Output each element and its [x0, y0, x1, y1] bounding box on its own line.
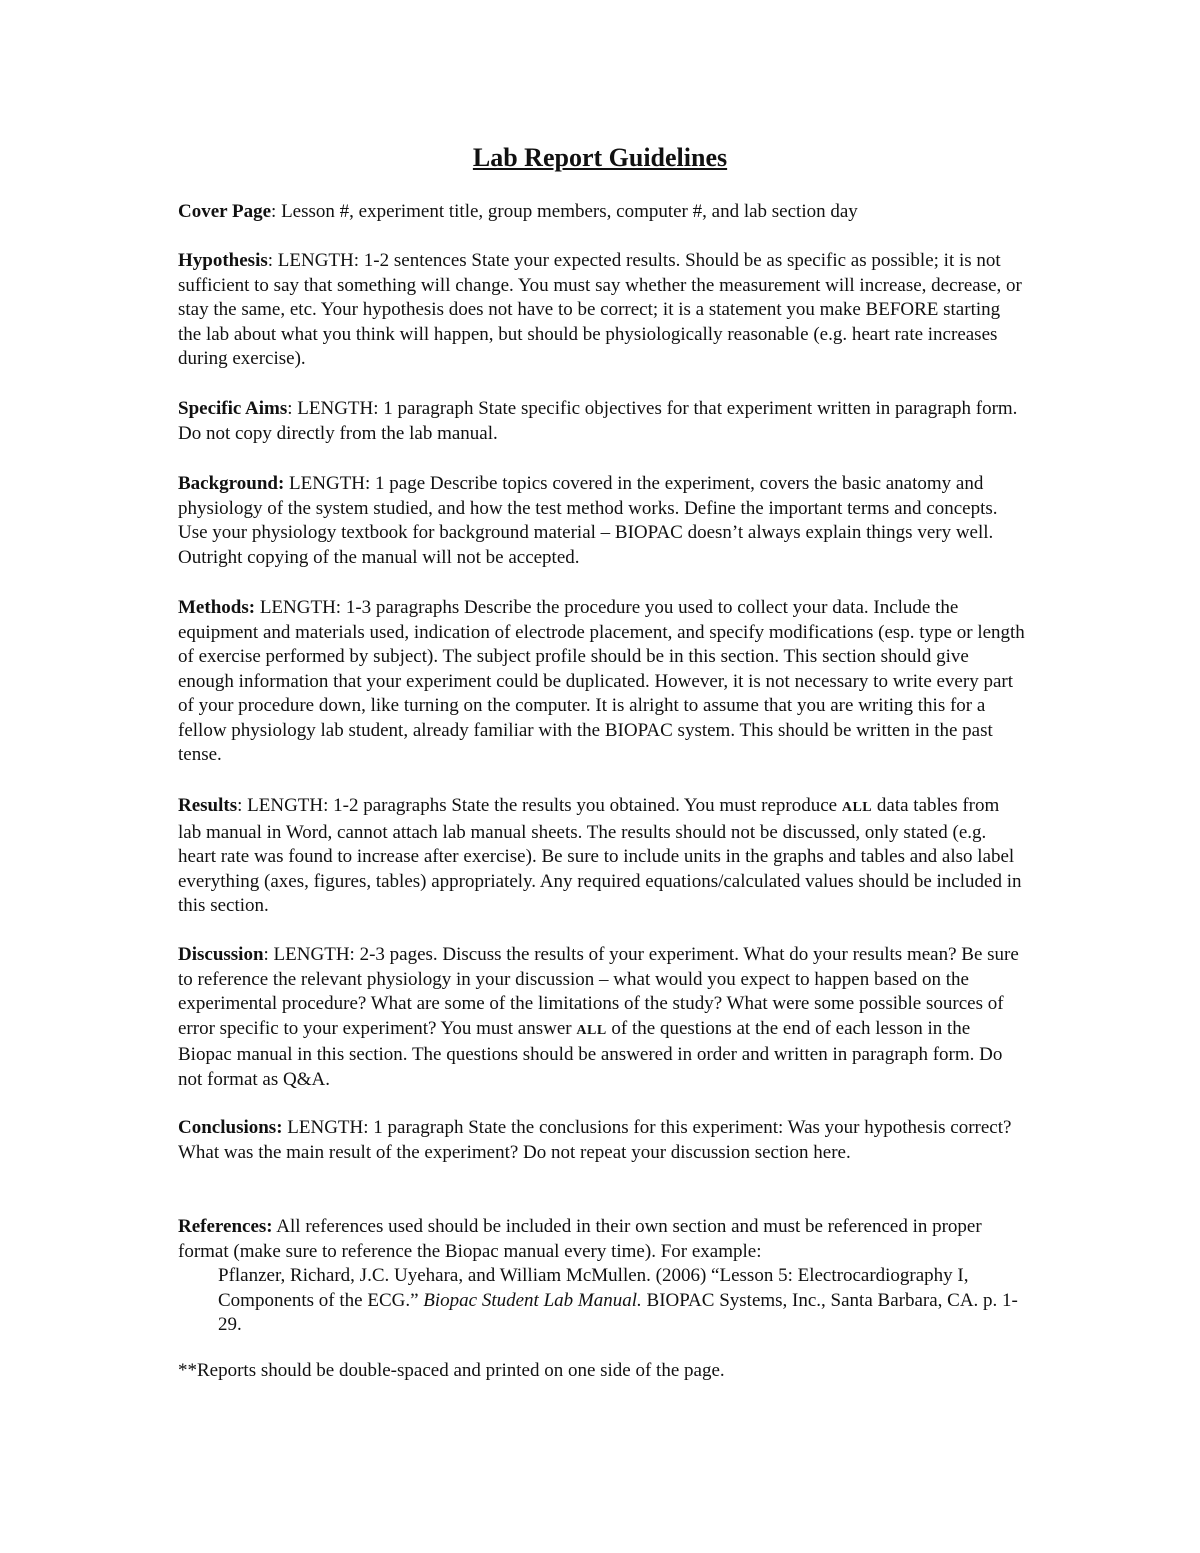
section-heading: References: — [178, 1216, 273, 1237]
section-heading: Conclusions: — [178, 1117, 283, 1138]
emphasis-all: ALL — [841, 800, 873, 815]
section-heading: Hypothesis — [178, 250, 268, 271]
section-body: LENGTH: 1 page Describe topics covered in the experiment, covers the basic anatomy and physiology of the system studied, and how the test method works. Define the important terms and concepts. Use your physiology textbook for background material – BIOPAC doesn’t always explain things very well. Outright copying of the manual will not be accepted. — [178, 473, 998, 568]
section-body: : LENGTH: 2-3 pages. Discuss the results of your experiment. What do your results mean? Be sure to reference the relevant physiology in your discussion – what would you expect to happen based on the experimental procedure? What are some of the limitations of the study? What were some possible sources of error specific to your experiment? You must answer — [178, 944, 1019, 1039]
section-body: LENGTH: 1 paragraph State the conclusions for this experiment: Was your hypothesis correct? What was the main result of the experiment? Do not repeat your discussion section here. — [178, 1117, 1012, 1163]
section-body: All references used should be included in their own section and must be referenced in proper format (make sure to reference the Biopac manual every time). For example: — [178, 1216, 982, 1262]
section-hypothesis — [178, 249, 1026, 372]
section-specific-aims — [178, 397, 1026, 446]
section-body: : LENGTH: 1 paragraph State specific objectives for that experiment written in paragraph form. Do not copy directly from the lab manual. — [178, 398, 1018, 444]
reference-publisher: BIOPAC Systems, Inc., Santa Barbara, CA. p. 1-29. — [218, 1289, 1018, 1335]
emphasis-all: ALL — [576, 1022, 607, 1038]
page-title: Lab Report Guidelines — [472, 143, 728, 172]
section-heading: Discussion — [178, 944, 264, 965]
section-body: LENGTH: 1-3 paragraphs Describe the procedure you used to collect your data. Include the equipment and materials used, indication of electrode placement, and specify modifications (esp. type or length of exercise performed by subject). The subject profile should be in this section. This section should give enough information that your experiment could be duplicated. However, it is not necessary to write every part of your procedure down, like turning on the computer. It is alright to assume that you are writing this for a fellow physiology lab student, already familiar with the BIOPAC system. This should be written in the past tense. — [178, 597, 1025, 765]
section-results — [178, 794, 1026, 919]
section-heading: Specific Aims — [178, 398, 288, 419]
reference-example — [218, 1264, 1018, 1338]
section-heading: Methods: — [178, 597, 256, 618]
section-conclusions — [178, 1116, 1026, 1165]
section-cover-page — [178, 200, 1026, 225]
reference-source-title: Biopac Student Lab Manual. — [423, 1289, 642, 1311]
section-body: : Lesson #, experiment title, group members, computer #, and lab section day — [271, 201, 858, 222]
section-heading: Background: — [178, 473, 285, 494]
section-heading: Results — [178, 795, 238, 816]
section-references — [178, 1215, 1026, 1264]
reference-authors: Pflanzer, Richard, J.C. Uyehara, and William McMullen. (2006) “Lesson 5: Electrocardiography I, Components of the ECG.” — [218, 1265, 969, 1311]
section-body: : LENGTH: 1-2 paragraphs State the results you obtained. You must reproduce — [237, 795, 842, 816]
section-background — [178, 472, 1026, 570]
section-methods — [178, 596, 1026, 768]
section-body-continued: data tables from lab manual in Word, cannot attach lab manual sheets. The results should not be discussed, only stated (e.g. heart rate was found to increase after exercise). Be sure to include units in the graphs and tables and also label everything (axes, figures, tables) appropriately. Any required equations/calculated values should be included in this section. — [178, 795, 1022, 916]
section-discussion — [178, 943, 1026, 1092]
footer-note: **Reports should be double-spaced and printed on one side of the page. — [178, 1360, 725, 1381]
section-heading: Cover Page — [178, 201, 272, 222]
section-body: : LENGTH: 1-2 sentences State your expected results. Should be as specific as possible; it is not sufficient to say that something will change. You must say whether the measurement will increase, decrease, or stay the same, etc. Your hypothesis does not have to be correct; it is a statement you make BEFORE starting the lab about what you think will happen, but should be physiologically reasonable (e.g. heart rate increases during exercise). — [178, 250, 1022, 369]
section-body-continued: of the questions at the end of each lesson in the Biopac manual in this section. The questions should be answered in order and written in paragraph form. Do not format as Q&A. — [178, 1017, 1003, 1090]
